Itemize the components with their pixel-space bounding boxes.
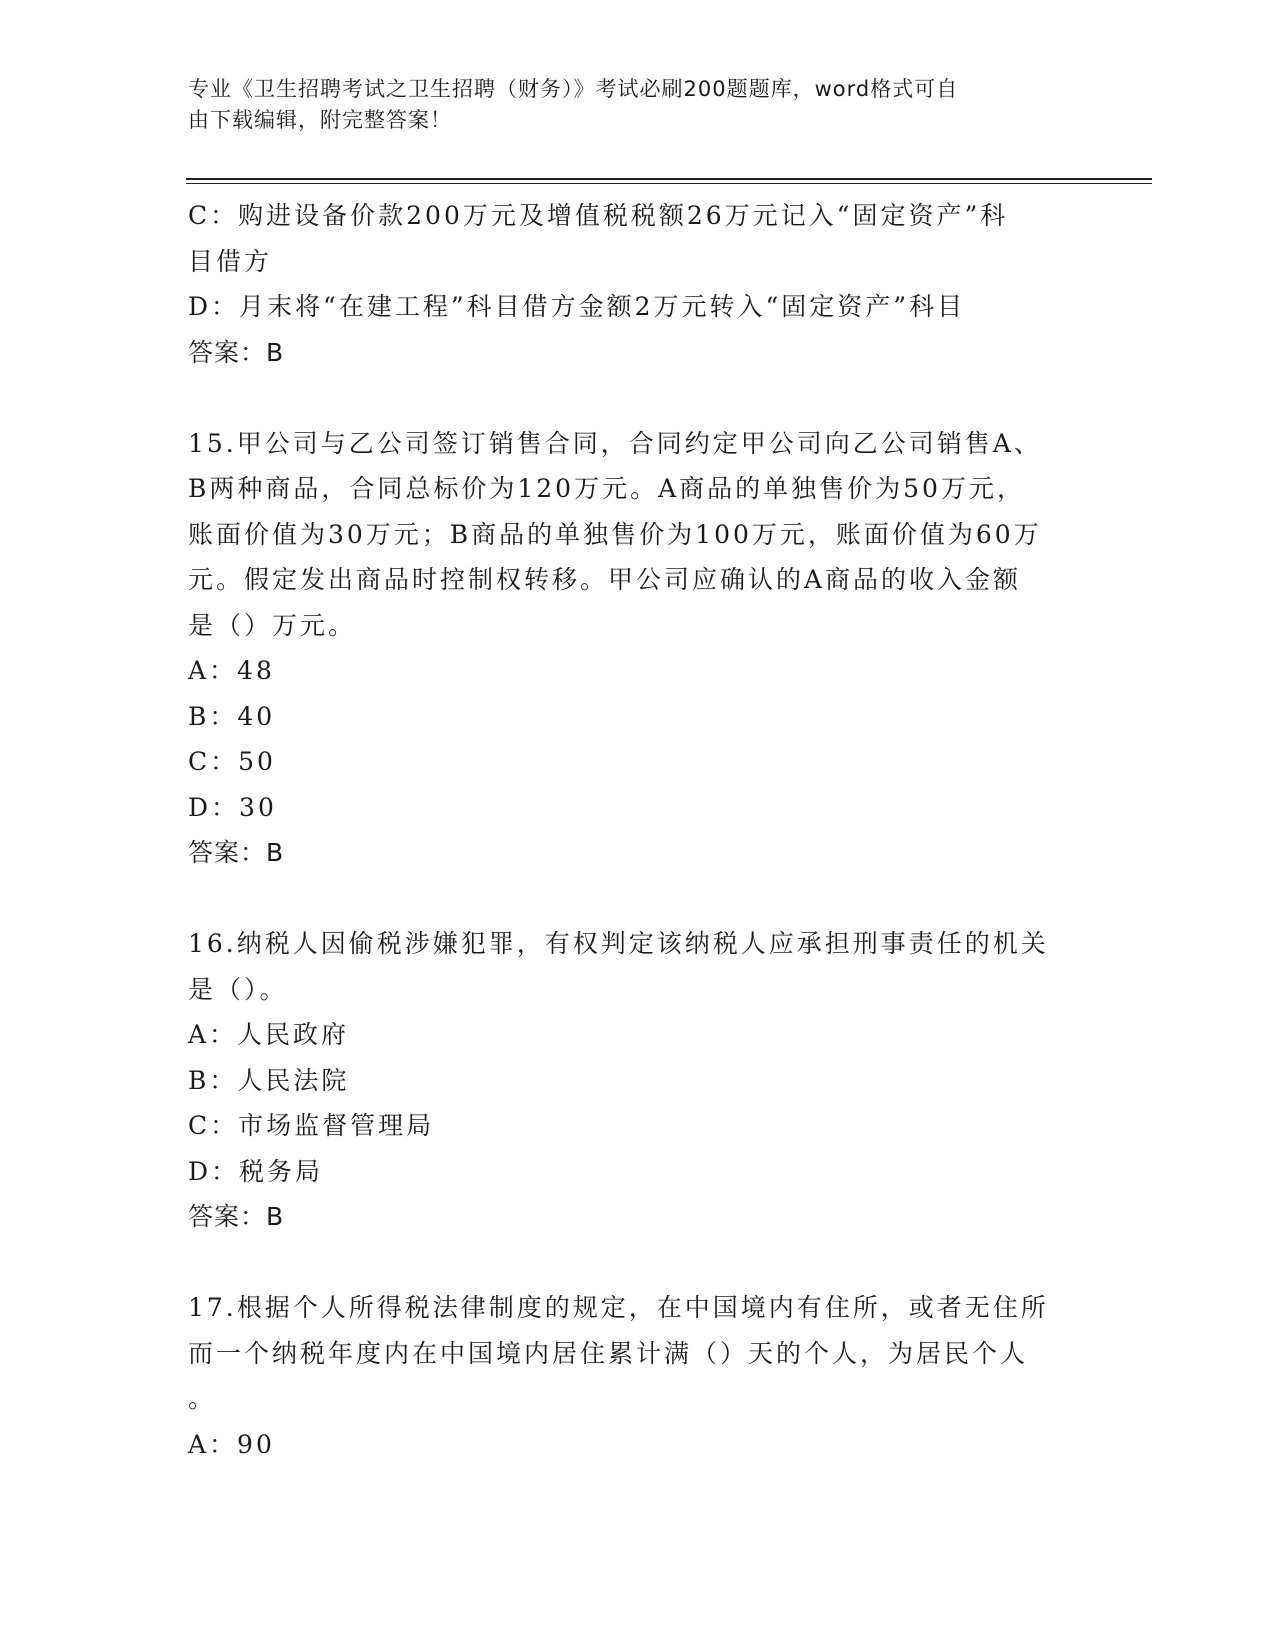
option-d: D：月末将“在建工程”科目借方金额2万元转入“固定资产”科目 [188, 292, 966, 321]
answer-line: 答案：B [188, 838, 285, 867]
question-15 [188, 421, 1078, 876]
header-rule-thick [186, 178, 1152, 180]
spacer [188, 1240, 1078, 1286]
option-d: D：税务局 [188, 1156, 324, 1186]
option-a: A：人民政府 [188, 1020, 350, 1049]
question-text-line: 17.根据个人所得税法律制度的规定，在中国境内有住所，或者无住所 [188, 1293, 1049, 1322]
document-header [188, 74, 1068, 136]
header-line-1: 专业《卫生招聘考试之卫生招聘（财务）》考试必刷200题题库，word格式可自 [188, 77, 959, 101]
option-a: A：90 [188, 1429, 275, 1459]
option-c: C：购进设备价款200万元及增值税税额26万元记入“固定资产”科 [188, 201, 1009, 230]
answer-line: 答案：B [188, 1202, 285, 1231]
option-c: C：市场监督管理局 [188, 1111, 435, 1140]
question-17 [188, 1285, 1078, 1467]
option-c: C：50 [188, 747, 276, 776]
option-d: D：30 [188, 792, 277, 822]
spacer [188, 876, 1078, 922]
question-text-line: 账面价值为30万元；B商品的单独售价为100万元，账面价值为60万 [188, 519, 1042, 549]
question-text-line: 元。假定发出商品时控制权转移。甲公司应确认的A商品的收入金额 [188, 565, 1022, 594]
question-text-line: 是（）万元。 [188, 610, 357, 640]
question-text-line: 而一个纳税年度内在中国境内居住累计满（）天的个人，为居民个人 [188, 1338, 1029, 1368]
question-text-line: 。 [188, 1384, 217, 1413]
question-text-line: 16.纳税人因偷税涉嫌犯罪，有权判定该纳税人应承担刑事责任的机关 [188, 929, 1049, 958]
option-a: A：48 [188, 656, 275, 685]
question-14-tail [188, 193, 1078, 375]
question-text-line: 15.甲公司与乙公司签订销售合同，合同约定甲公司向乙公司销售A、 [188, 428, 1042, 458]
option-b: B：40 [188, 701, 276, 731]
question-list [188, 193, 1078, 1467]
option-b: B：人民法院 [188, 1065, 350, 1095]
question-16 [188, 921, 1078, 1240]
header-line-2: 由下载编辑，附完整答案！ [188, 108, 452, 132]
option-c-continued: 目借方 [188, 246, 273, 276]
answer-line: 答案：B [188, 337, 285, 367]
header-rule-thin [186, 183, 1152, 184]
spacer [188, 375, 1078, 421]
question-text-line: B两种商品，合同总标价为120万元。A商品的单独售价为50万元， [188, 474, 1025, 503]
question-text-line: 是（）。 [188, 974, 288, 1004]
